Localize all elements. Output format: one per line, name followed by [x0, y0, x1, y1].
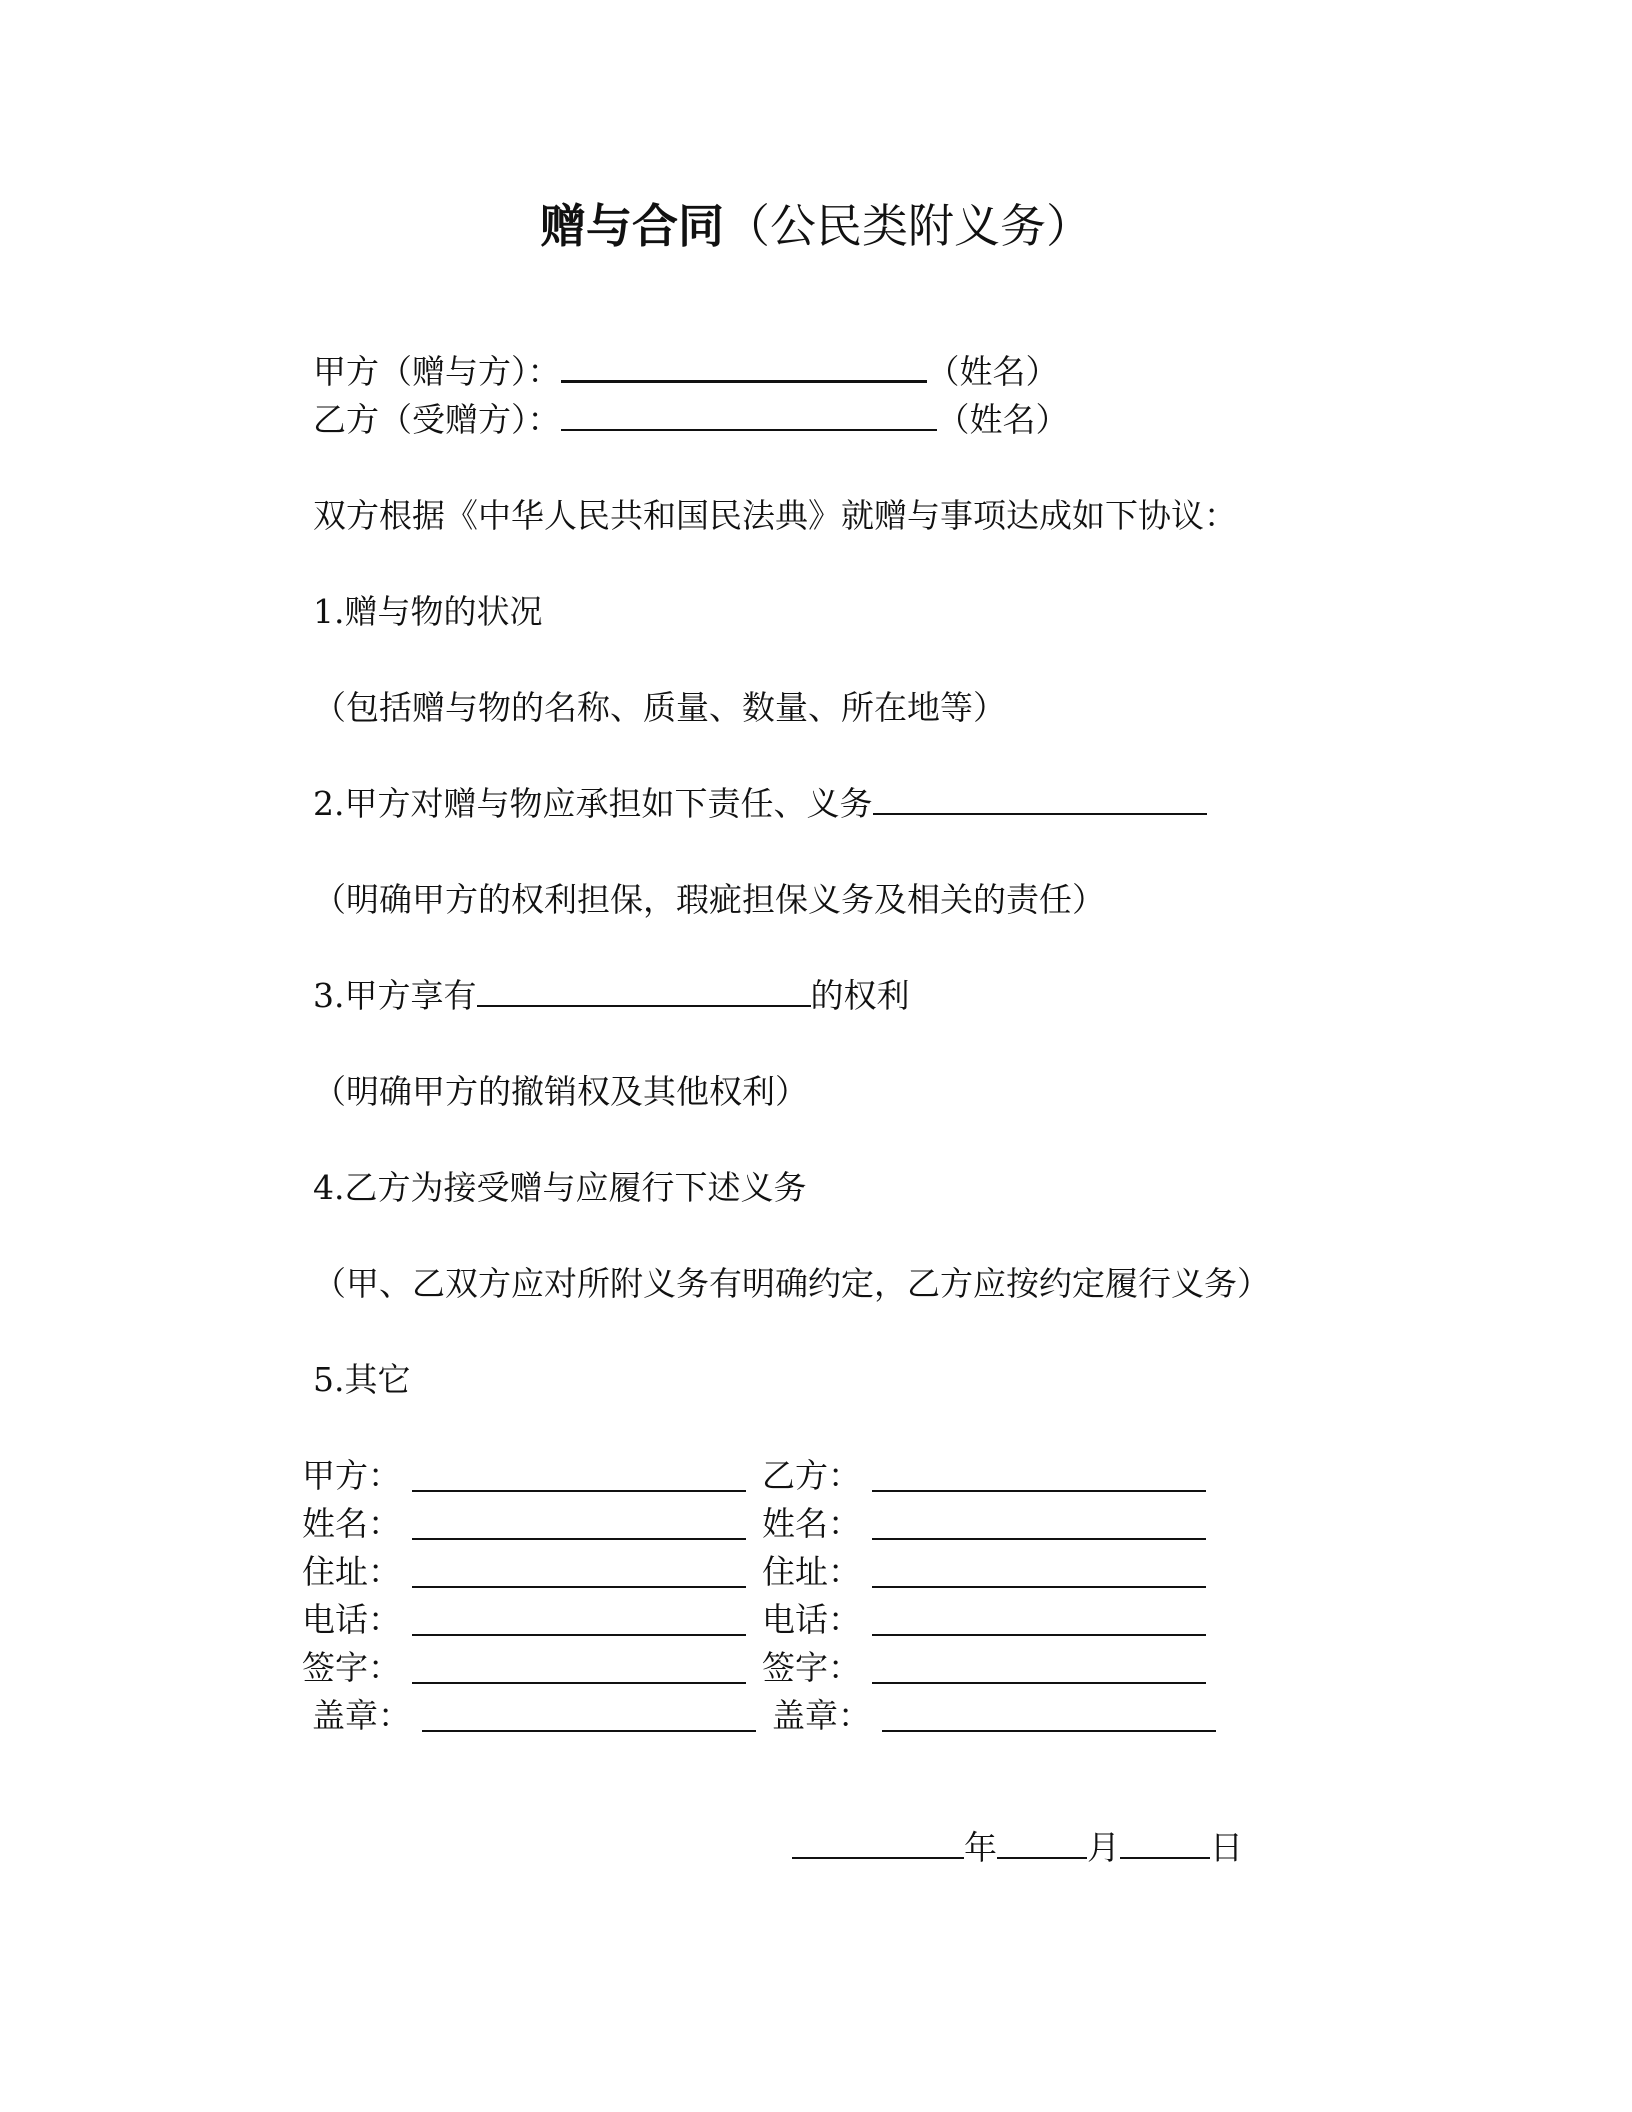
- sig-left-blank-party[interactable]: [412, 1488, 746, 1492]
- sig-right-label-address: 住址：: [762, 1552, 861, 1591]
- party-a-line: [313, 350, 1059, 394]
- clause-2-line: [313, 782, 1207, 826]
- sig-right-blank-name[interactable]: [872, 1536, 1206, 1540]
- sig-right-blank-address[interactable]: [872, 1584, 1206, 1588]
- sig-left-label-address: 住址：: [302, 1552, 401, 1591]
- party-a-label: 甲方（赠与方）：: [313, 352, 561, 391]
- party-a-name-blank[interactable]: [561, 350, 927, 383]
- clause-3-blank[interactable]: [477, 975, 811, 1007]
- sig-right-label-name: 姓名：: [762, 1504, 861, 1543]
- clause-5-heading: 5.其它: [313, 1360, 411, 1399]
- sig-left-label-seal: 盖章：: [312, 1696, 411, 1735]
- sig-right-blank-seal[interactable]: [882, 1728, 1216, 1732]
- intro-paragraph: 双方根据《中华人民共和国民法典》就赠与事项达成如下协议：: [313, 496, 1237, 535]
- sig-right-label-signature: 签字：: [762, 1648, 861, 1687]
- sig-left-blank-address[interactable]: [412, 1584, 746, 1588]
- sig-right-label-phone: 电话：: [762, 1600, 861, 1639]
- title-main: 赠与合同: [540, 199, 724, 253]
- clause-2-blank[interactable]: [873, 783, 1207, 815]
- clause-3-note: （明确甲方的撤销权及其他权利）: [313, 1072, 808, 1111]
- clause-4-note: （甲、乙双方应对所附义务有明确约定，乙方应按约定履行义务）: [313, 1264, 1270, 1303]
- party-b-suffix: （姓名）: [936, 400, 1069, 439]
- sig-left-blank-seal[interactable]: [422, 1728, 756, 1732]
- clause-3-prefix: 3.甲方享有: [313, 976, 477, 1015]
- clause-1-heading: 1.赠与物的状况: [313, 592, 543, 631]
- sig-right-label-seal: 盖章：: [772, 1696, 871, 1735]
- date-year-label: 年: [964, 1828, 997, 1867]
- clause-1-note: （包括赠与物的名称、质量、数量、所在地等）: [313, 688, 1006, 727]
- party-b-name-blank[interactable]: [561, 399, 937, 431]
- party-a-suffix: （姓名）: [926, 352, 1059, 391]
- sig-left-label-name: 姓名：: [302, 1504, 401, 1543]
- clause-4-heading: 4.乙方为接受赠与应履行下述义务: [313, 1168, 807, 1207]
- sig-left-blank-name[interactable]: [412, 1536, 746, 1540]
- clause-2-heading: 2.甲方对赠与物应承担如下责任、义务: [313, 784, 873, 823]
- date-day-label: 日: [1210, 1828, 1243, 1867]
- sig-left-label-phone: 电话：: [302, 1600, 401, 1639]
- sig-right-blank-party[interactable]: [872, 1488, 1206, 1492]
- clause-2-note: （明确甲方的权利担保，瑕疵担保义务及相关的责任）: [313, 880, 1105, 919]
- sig-right-label-party: 乙方：: [762, 1456, 861, 1495]
- sig-right-blank-signature[interactable]: [872, 1680, 1206, 1684]
- date-month-label: 月: [1087, 1828, 1120, 1867]
- date-month-blank[interactable]: [997, 1827, 1087, 1859]
- date-line: [792, 1826, 1243, 1870]
- clause-3-suffix: 的权利: [810, 976, 910, 1015]
- party-b-line: [313, 398, 1069, 442]
- date-year-blank[interactable]: [792, 1827, 964, 1859]
- clause-3-line: [313, 974, 910, 1018]
- sig-left-label-signature: 签字：: [302, 1648, 401, 1687]
- document-title: [0, 196, 1632, 256]
- title-sub: （公民类附义务）: [724, 199, 1092, 253]
- sig-left-blank-phone[interactable]: [412, 1632, 746, 1636]
- sig-right-blank-phone[interactable]: [872, 1632, 1206, 1636]
- sig-left-blank-signature[interactable]: [412, 1680, 746, 1684]
- party-b-label: 乙方（受赠方）：: [313, 400, 561, 439]
- date-day-blank[interactable]: [1120, 1827, 1210, 1859]
- sig-left-label-party: 甲方：: [302, 1456, 401, 1495]
